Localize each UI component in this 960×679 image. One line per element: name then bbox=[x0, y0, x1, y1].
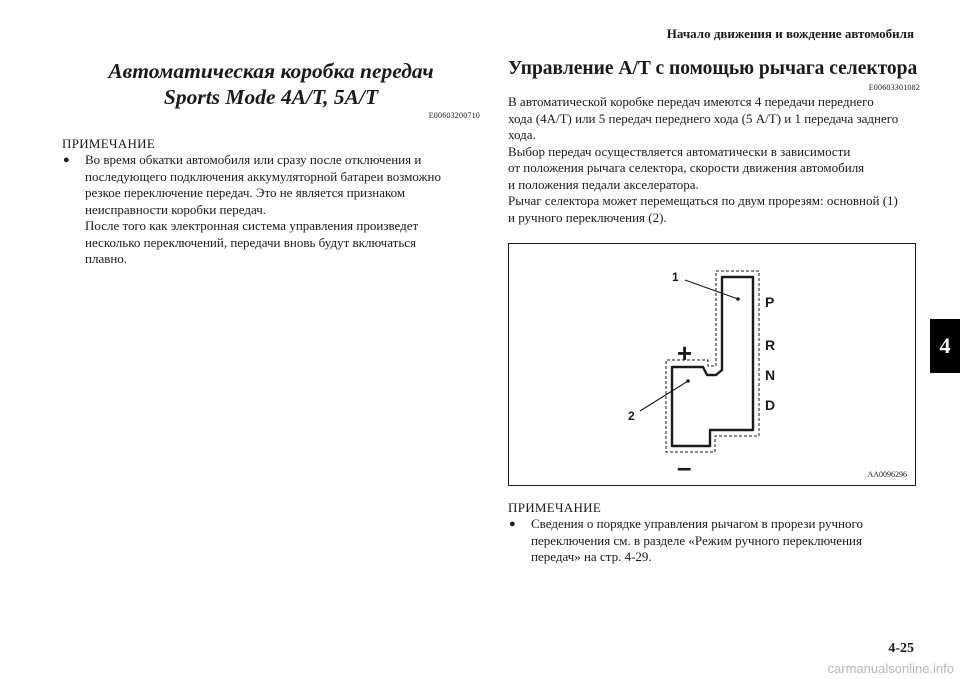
section-title-line-1: Автоматическая коробка передач bbox=[108, 59, 434, 83]
note-line: несколько переключений, передачи вновь будут включаться bbox=[85, 234, 417, 250]
body-line: хода. bbox=[508, 127, 536, 142]
callout-line-manual bbox=[640, 381, 688, 411]
shift-gate-diagram bbox=[508, 243, 916, 486]
bullet-icon: ● bbox=[509, 518, 516, 530]
body-line: и ручного переключения (2). bbox=[508, 209, 667, 225]
chapter-tab: 4 bbox=[930, 319, 960, 373]
note-text-left bbox=[85, 152, 441, 268]
note-line: Сведения о порядке управления рычагом в прорези ручного bbox=[531, 516, 863, 531]
gate-label-d: D bbox=[765, 397, 776, 413]
note-line: неисправности коробки передач. bbox=[85, 201, 267, 217]
callout-2: 2 bbox=[628, 409, 635, 423]
note-heading-right: ПРИМЕЧАНИЕ bbox=[508, 500, 602, 515]
note-line: плавно. bbox=[85, 251, 128, 266]
section-title-line-2: Sports Mode 4A/T, 5A/T bbox=[163, 85, 379, 109]
note-bullet-left bbox=[62, 152, 480, 268]
plus-sign: + bbox=[677, 338, 693, 368]
watermark: carmanualsonline.info bbox=[827, 661, 954, 676]
figure-code: AA0096296 bbox=[867, 470, 907, 479]
note-text-right bbox=[531, 516, 863, 566]
callout-line-main bbox=[685, 280, 738, 299]
left-column bbox=[62, 58, 480, 268]
body-line: хода (4A/T) или 5 передач переднего хода (5 A/T) и 1 передача заднего bbox=[508, 110, 899, 126]
body-line: от положения рычага селектора, скорости движения автомобиля bbox=[508, 160, 865, 175]
note-line: резкое переключение передач. Это не является признаком bbox=[85, 185, 406, 200]
body-text bbox=[508, 94, 920, 226]
note-bullet-right bbox=[508, 516, 920, 566]
section-title-left bbox=[62, 58, 480, 110]
bullet-icon: ● bbox=[63, 154, 70, 166]
minus-sign: – bbox=[677, 452, 692, 482]
note-line: последующего подключения аккумуляторной батареи возможно bbox=[85, 168, 441, 184]
running-header: Начало движения и вождение автомобиля bbox=[666, 26, 914, 41]
gate-label-p: P bbox=[765, 294, 775, 310]
shift-gate-svg bbox=[509, 244, 915, 485]
body-line: Выбор передач осуществляется автоматически в зависимости bbox=[508, 143, 851, 159]
section-title-right: Управление A/T с помощью рычага селектора bbox=[508, 58, 918, 79]
note-line: Во время обкатки автомобиля или сразу после отключения и bbox=[85, 152, 422, 167]
note-heading-left: ПРИМЕЧАНИЕ bbox=[62, 136, 156, 151]
body-line: Рычаг селектора может перемещаться по двум прорезям: основной (1) bbox=[508, 193, 898, 208]
body-line: В автоматической коробке передач имеются 4 передачи переднего bbox=[508, 94, 874, 109]
callout-1: 1 bbox=[672, 270, 679, 284]
note-line: передач» на стр. 4-29. bbox=[531, 549, 652, 564]
gate-label-n: N bbox=[765, 367, 776, 383]
section-code-right: E00603301082 bbox=[868, 83, 920, 92]
note-line: После того как электронная система управления произведет bbox=[85, 218, 419, 233]
page-number: 4-25 bbox=[888, 641, 914, 656]
right-column bbox=[508, 56, 920, 566]
section-code-left: E00603200710 bbox=[428, 111, 480, 120]
body-line: и положения педали акселератора. bbox=[508, 176, 699, 192]
note-line: переключения см. в разделе «Режим ручного переключения bbox=[531, 532, 862, 548]
gate-label-r: R bbox=[765, 337, 776, 353]
